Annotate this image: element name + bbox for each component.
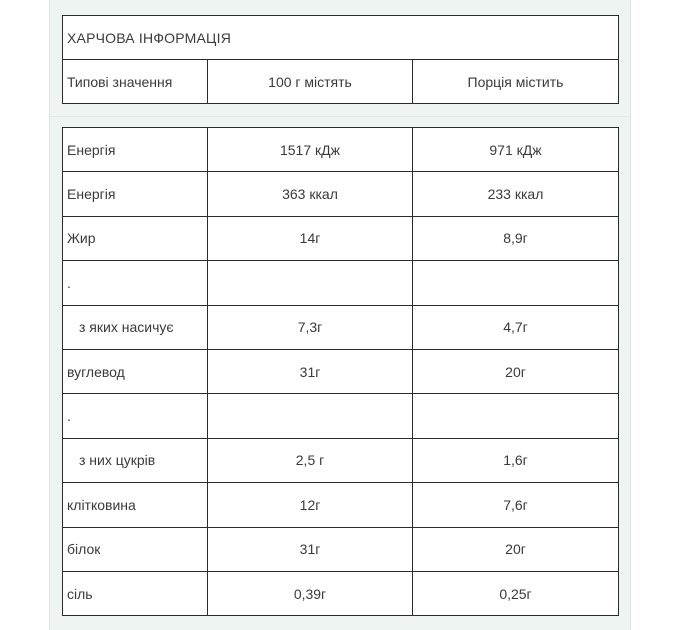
table-row: [63, 305, 619, 349]
nutrition-values-table: [62, 127, 619, 616]
value-per-100g: 1517 кДж: [208, 128, 413, 172]
table-row: [63, 571, 619, 615]
nutrition-rows: [63, 128, 619, 616]
nutrient-label: .: [63, 261, 208, 305]
section-divider: [50, 116, 630, 117]
table-row: [63, 483, 619, 527]
value-per-portion: 20г: [413, 349, 619, 393]
value-per-portion: 971 кДж: [413, 128, 619, 172]
nutrient-label: з них цукрів: [63, 438, 208, 482]
table-row: [63, 261, 619, 305]
table-row: [63, 394, 619, 438]
value-per-100g: 0,39г: [208, 571, 413, 615]
value-per-portion: 1,6г: [413, 438, 619, 482]
title-row: [63, 16, 619, 60]
value-per-portion: 0,25г: [413, 571, 619, 615]
nutrient-label: клітковина: [63, 483, 208, 527]
value-per-100g: 12г: [208, 483, 413, 527]
value-per-100g: [208, 261, 413, 305]
table-row: [63, 349, 619, 393]
column-header-row: [63, 60, 619, 104]
value-per-100g: 2,5 г: [208, 438, 413, 482]
table-row: [63, 438, 619, 482]
table-row: [63, 216, 619, 260]
value-per-portion: 20г: [413, 527, 619, 571]
value-per-100g: 31г: [208, 349, 413, 393]
column-header-typical: Типові значення: [63, 60, 208, 104]
nutrition-header-table: [62, 15, 619, 104]
nutrient-label: Жир: [63, 216, 208, 260]
table-title: ХАРЧОВА ІНФОРМАЦІЯ: [63, 16, 619, 60]
value-per-100g: [208, 394, 413, 438]
table-row: [63, 128, 619, 172]
value-per-portion: 4,7г: [413, 305, 619, 349]
value-per-100g: 31г: [208, 527, 413, 571]
value-per-100g: 7,3г: [208, 305, 413, 349]
value-per-100g: 363 ккал: [208, 172, 413, 216]
value-per-portion: 233 ккал: [413, 172, 619, 216]
nutrient-label: з яких насичує: [63, 305, 208, 349]
table-row: [63, 527, 619, 571]
value-per-portion: 8,9г: [413, 216, 619, 260]
nutrient-label: сіль: [63, 571, 208, 615]
table-row: [63, 172, 619, 216]
value-per-portion: [413, 394, 619, 438]
nutrient-label: Енергія: [63, 128, 208, 172]
nutrient-label: .: [63, 394, 208, 438]
column-header-per-portion: Порція містить: [413, 60, 619, 104]
nutrient-label: Енергія: [63, 172, 208, 216]
value-per-100g: 14г: [208, 216, 413, 260]
nutrient-label: вуглевод: [63, 349, 208, 393]
value-per-portion: 7,6г: [413, 483, 619, 527]
value-per-portion: [413, 261, 619, 305]
nutrient-label: білок: [63, 527, 208, 571]
column-header-per-100g: 100 г містять: [208, 60, 413, 104]
